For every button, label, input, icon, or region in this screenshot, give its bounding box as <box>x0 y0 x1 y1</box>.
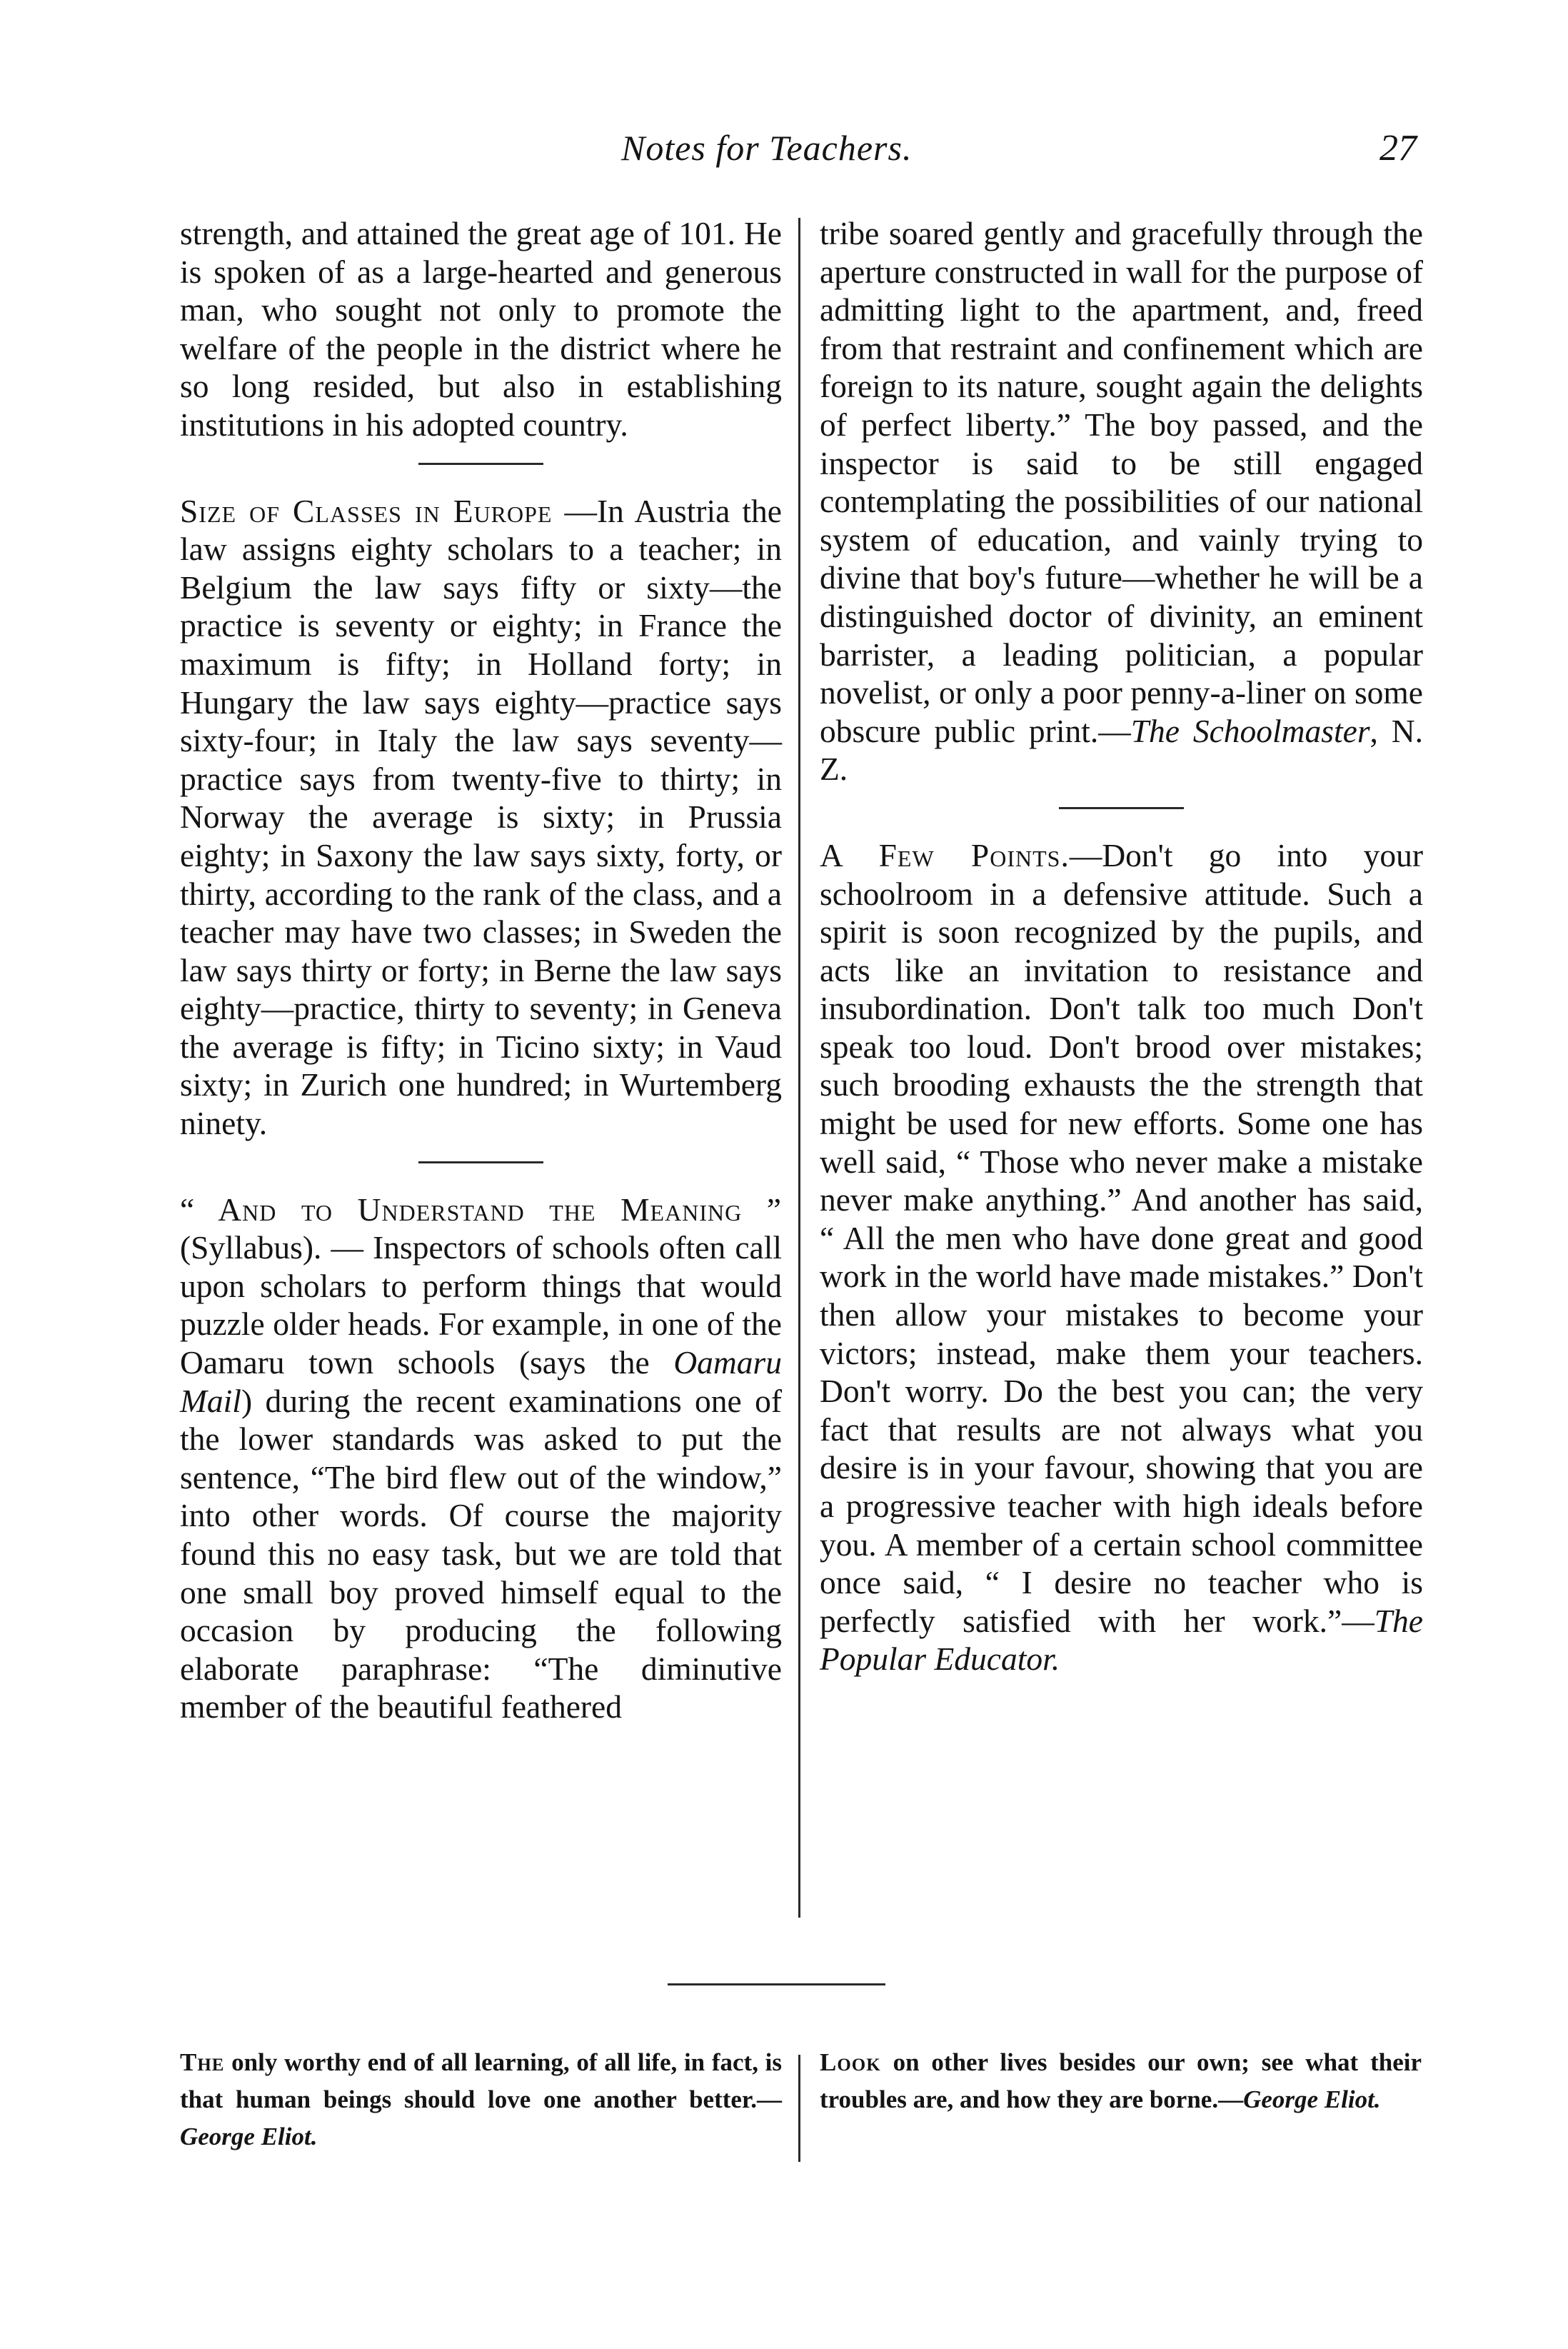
quote-text: only worthy end of all learning, of all life, in fact, is that human beings should love one another better.— <box>180 2048 782 2113</box>
footer-rule <box>668 1983 885 1985</box>
heading-dash: — <box>552 492 598 529</box>
article-understand-meaning <box>180 1191 782 1726</box>
running-title: Notes for Teachers. <box>621 128 913 168</box>
quote-lead-word: The <box>180 2048 225 2076</box>
page-number: 27 <box>1379 128 1417 169</box>
source-location: , N. Z. <box>820 712 1423 788</box>
article-continuation-text: strength, and attained the great age of 101. He is spoken of as a large-hearted and generous man, who sought not only to promote the welfare of the people in the district where he so long resided, but also in establishing institutions in his adopted country. <box>180 215 782 443</box>
article-body: ) during the recent examinations one of the lower standards was asked to put the sentence, “The bird flew out of the window,” into other words. Of course the majority found this no easy task, but we are told that one small boy proved himself equal to the occasion by producing the following elaborate paraphrase: “The diminutive member of the beautiful feathered <box>180 1382 782 1726</box>
quote-lead-word: Look <box>820 2048 881 2076</box>
footer-quote-right <box>820 2044 1422 2118</box>
article-size-of-classes <box>180 492 782 1143</box>
article-body: tribe soared gently and gracefully through the aperture constructed in wall for the purpose of admitting light to the apartment, and, freed from that restraint and confinement which are foreign to its nature, sought again the delights of perfect liberty.” The boy passed, and the inspector is said to be still engaged contemplating the possibilities of our national system of education, and vainly trying to divine that boy's future—whether he will be a distinguished doctor of divinity, an eminent barrister, a leading politician, a popular novelist, or only a poor penny-a-liner on some obscure public print.— <box>820 215 1423 749</box>
footer-column-rule <box>798 2055 800 2162</box>
article-continuation <box>820 214 1423 788</box>
footer-quote-left <box>180 2044 782 2155</box>
article-body: —Don't go into your schoolroom in a defensive attitude. Such a spirit is soon recognized by the pupils, and acts like an invitation to resistance and insubordination. Don't talk too much Don't speak too loud. Don't brood over mistakes; such brooding exhausts the the strength that might be used for new efforts. Some one has well said, “ Those who never make a mistake never make anything.” And another has said, “ All the men who have done great and good work in the world have made mistakes.” Don't then allow your mistakes to become your victors; instead, make them your teachers. Don't worry. Do the best you can; the very fact that results are not always what you desire is in your favour, showing that you are a progressive teacher with high ideals before you. A member of a certain school committee once said, “ I desire no teacher who is perfectly satisfied with her work.”— <box>820 836 1423 1639</box>
article-heading: “ And to Understand the Meaning ” <box>180 1191 782 1228</box>
article-body: (Syllabus). — Inspectors of schools often call upon scholars to perform things that would puzzle older heads. For example, in one of the Oamaru town schools (says the <box>180 1229 782 1381</box>
section-divider <box>1059 807 1184 809</box>
article-few-points <box>820 836 1423 1678</box>
source-attribution: The Schoolmaster <box>1130 712 1370 749</box>
article-heading: A Few Points. <box>820 836 1070 873</box>
article-body: In Austria the law assigns eighty scholars to a teacher; in Belgium the law says fifty or sixty—the practice is seventy or eighty; in France the maximum is fifty; in Holland forty; in Hungary the law says eighty—practice says sixty-four; in Italy the law says seventy—practice says from twenty-five to thirty; in Norway the average is sixty; in Prussia eighty; in Saxony the law says sixty, forty, or thirty, according to the rank of the class, and a teacher may have two classes; in Sweden the law says thirty or forty; in Berne the law says eighty—practice, thirty to seventy; in Geneva the average is fifty; in Ticino sixty; in Vaud sixty; in Zurich one hundred; in Wurtemberg ninety. <box>180 492 782 1142</box>
section-divider <box>418 463 543 465</box>
right-column <box>820 214 1423 1678</box>
quote-author: George Eliot. <box>180 2123 318 2150</box>
column-rule <box>798 218 800 1918</box>
section-divider <box>418 1161 543 1163</box>
article-heading: Size of Classes in Europe <box>180 492 553 529</box>
left-column <box>180 214 782 1726</box>
source-attribution: The Popular Educator. <box>820 1602 1423 1678</box>
article-continuation <box>180 214 782 444</box>
quote-text: on other lives besides our own; see what their troubles are, and how they are borne.— <box>820 2048 1422 2113</box>
newspaper-title: Oamaru Mail <box>180 1344 782 1419</box>
quote-author: George Eliot. <box>1243 2085 1381 2113</box>
